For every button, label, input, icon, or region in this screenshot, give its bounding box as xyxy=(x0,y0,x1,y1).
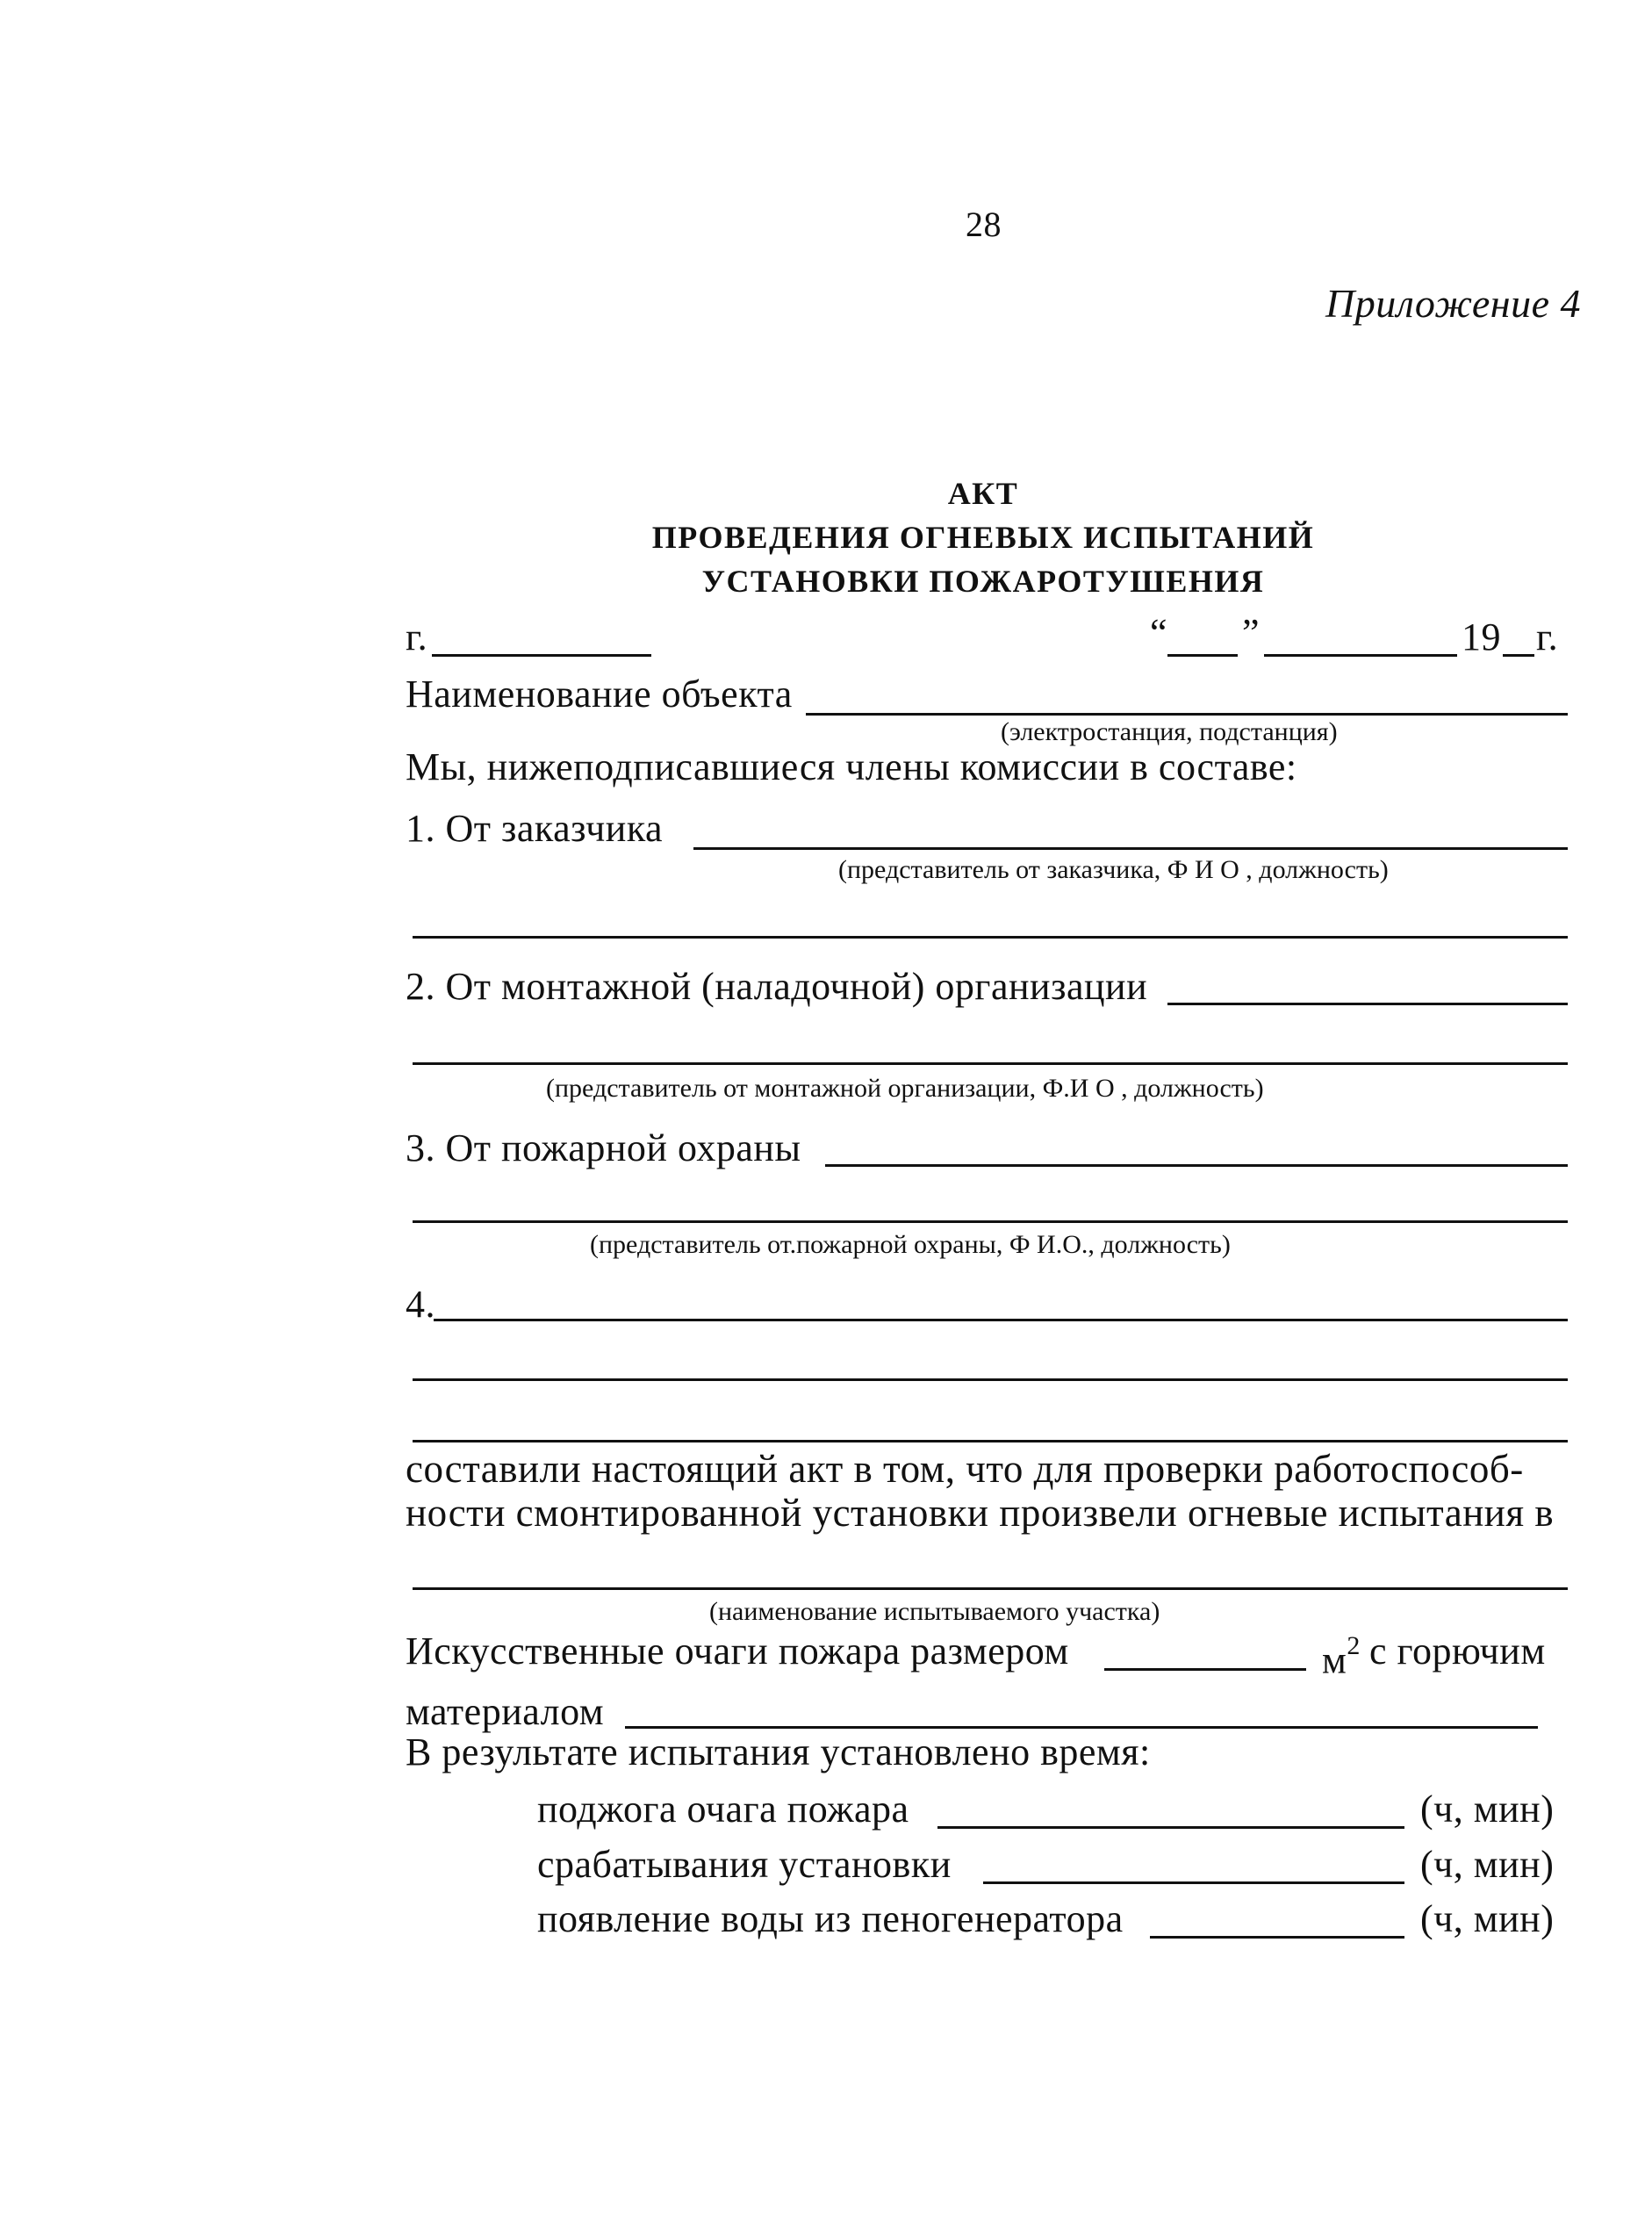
day-field[interactable] xyxy=(1167,654,1238,657)
result-intro: В результате испытания установлено время: xyxy=(406,1730,1151,1773)
test-section-caption: (наименование испытываемого участка) xyxy=(709,1597,1160,1626)
member-2-field-2[interactable] xyxy=(413,1062,1568,1065)
statement-line-2: ности смонтированной установки произвели огневые испытания в xyxy=(406,1491,1555,1535)
city-field[interactable] xyxy=(432,654,651,657)
member-3-field[interactable] xyxy=(825,1164,1568,1167)
unit-exponent: 2 xyxy=(1347,1631,1361,1660)
member-3-caption: (представитель от.пожарной охраны, Ф И.О., должность) xyxy=(590,1230,1231,1259)
member-3-label: 3. От пожарной охраны xyxy=(406,1126,801,1169)
member-4-field-2[interactable] xyxy=(413,1378,1568,1381)
year-prefix: 19 xyxy=(1462,615,1501,658)
result-1-field[interactable] xyxy=(937,1826,1404,1829)
object-caption: (электростанция, подстанция) xyxy=(1001,717,1338,746)
result-3-field[interactable] xyxy=(1150,1936,1404,1939)
result-3-unit: (ч, мин) xyxy=(1420,1897,1555,1940)
member-4-label: 4. xyxy=(406,1283,435,1326)
result-2-unit: (ч, мин) xyxy=(1420,1843,1555,1886)
title-line2: ПРОВЕДЕНИЯ ОГНЕВЫХ ИСПЫТАНИЙ xyxy=(651,520,1315,555)
member-1-label: 1. От заказчика xyxy=(406,807,664,850)
member-1-field[interactable] xyxy=(693,847,1568,850)
member-4-field-3[interactable] xyxy=(413,1440,1568,1442)
year-field[interactable] xyxy=(1503,654,1534,657)
statement-line-1: составили настоящий акт в том, что для проверки работоспособ- xyxy=(406,1447,1524,1491)
member-2-label: 2. От монтажной (наладочной) организации xyxy=(406,965,1148,1008)
appendix-label: Приложение 4 xyxy=(1325,281,1582,326)
month-field[interactable] xyxy=(1264,654,1457,657)
member-4-field[interactable] xyxy=(434,1319,1568,1321)
object-label: Наименование объекта xyxy=(406,673,793,716)
year-suffix: г. xyxy=(1536,615,1559,658)
material-field[interactable] xyxy=(625,1726,1538,1729)
object-field[interactable] xyxy=(806,713,1568,716)
result-1-label: поджога очага пожара xyxy=(537,1788,909,1831)
result-2-label: срабатывания установки xyxy=(537,1843,952,1886)
member-3-field-2[interactable] xyxy=(413,1220,1568,1223)
fires-unit xyxy=(1322,1629,1361,1684)
fires-label: Искусственные очаги пожара размером xyxy=(406,1629,1069,1673)
date-open-quote: “ xyxy=(1150,611,1168,654)
city-prefix: г. xyxy=(406,615,428,658)
title-line3: УСТАНОВКИ ПОЖАРОТУШЕНИЯ xyxy=(701,564,1265,599)
member-2-caption: (представитель от монтажной организации, Ф.И О , должность) xyxy=(546,1074,1264,1103)
member-2-field[interactable] xyxy=(1167,1003,1568,1005)
result-2-field[interactable] xyxy=(983,1881,1404,1884)
member-1-caption: (представитель от заказчика, Ф И О , должность) xyxy=(838,855,1389,884)
date-close-quote: ” xyxy=(1242,611,1261,654)
title-act: АКТ xyxy=(947,476,1019,511)
member-1-field-2[interactable] xyxy=(413,936,1568,939)
result-1-unit: (ч, мин) xyxy=(1420,1788,1555,1831)
fires-size-field[interactable] xyxy=(1104,1668,1306,1671)
unit-m: м xyxy=(1322,1638,1347,1682)
fires-suffix: с горючим xyxy=(1369,1629,1546,1673)
commission-intro: Мы, нижеподписавшиеся члены комиссии в составе: xyxy=(406,745,1297,788)
result-3-label: появление воды из пеногенератора xyxy=(537,1897,1124,1940)
page-number: 28 xyxy=(966,205,1002,244)
material-label: материалом xyxy=(406,1690,605,1733)
test-section-field[interactable] xyxy=(413,1587,1568,1590)
